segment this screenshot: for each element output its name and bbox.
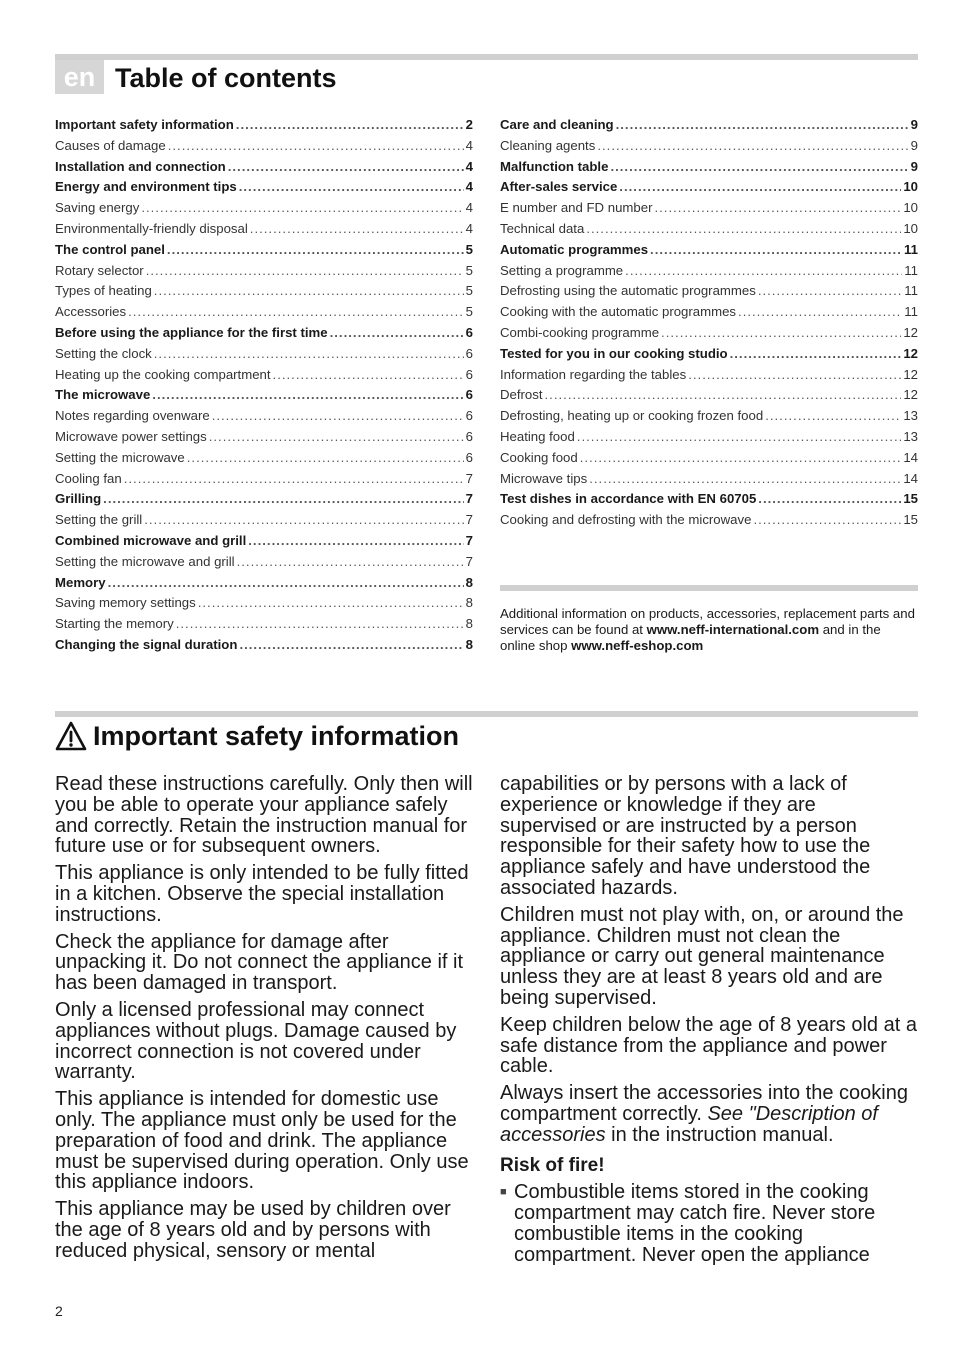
safety-heading bbox=[55, 719, 459, 753]
safety-left-column bbox=[55, 774, 473, 1268]
toc-entry-page: 9 bbox=[910, 158, 918, 174]
toc-entry-label: Care and cleaning bbox=[500, 117, 614, 132]
info-text-2: and in the online shop bbox=[500, 622, 881, 653]
toc-entry-label: Environmentally-friendly disposal bbox=[55, 220, 248, 236]
safety-paragraph: Children must not play with, on, or around the appliance. Children must not clean the appliance or carry out general maintenance unless they are at least 8 years old and are being supervised. bbox=[500, 903, 904, 1009]
toc-leader-dots bbox=[248, 531, 463, 552]
toc-leader-dots bbox=[688, 365, 901, 386]
toc-leader-dots bbox=[580, 448, 902, 469]
toc-entry-label: Accessories bbox=[55, 304, 127, 320]
toc-entry-page: 7 bbox=[465, 532, 473, 548]
toc-entry[interactable] bbox=[55, 219, 473, 240]
toc-entry-label: After-sales service bbox=[500, 179, 618, 195]
toc-entry[interactable] bbox=[500, 448, 918, 469]
toc-entry[interactable] bbox=[500, 406, 918, 427]
toc-leader-dots bbox=[273, 365, 464, 386]
accessories-text-1: Always insert the accessories into the cooking compartment correctly. bbox=[500, 1082, 908, 1125]
safety-divider bbox=[55, 711, 918, 717]
toc-entry[interactable] bbox=[55, 385, 473, 406]
toc-entry[interactable] bbox=[55, 261, 473, 282]
toc-entry-page: 5 bbox=[465, 262, 473, 278]
toc-leader-dots bbox=[610, 157, 908, 178]
toc-entry-label: Heating food bbox=[500, 428, 575, 444]
toc-entry-page: 5 bbox=[465, 241, 473, 257]
risk-of-fire-heading: Risk of fire! bbox=[500, 1154, 605, 1176]
toc-leader-dots bbox=[168, 136, 464, 157]
safety-paragraph: Only a licensed professional may connect appliances without plugs. Damage caused by incorrect connection is not covered under warranty. bbox=[55, 998, 457, 1084]
toc-leader-dots bbox=[198, 593, 464, 614]
toc-entry[interactable] bbox=[500, 302, 918, 323]
toc-entry[interactable] bbox=[500, 469, 918, 490]
toc-entry-page: 12 bbox=[903, 324, 918, 340]
toc-entry-page: 10 bbox=[903, 179, 918, 195]
toc-entry[interactable] bbox=[55, 198, 473, 219]
toc-leader-dots bbox=[239, 635, 463, 656]
toc-entry-label: Changing the signal duration bbox=[55, 636, 238, 652]
toc-entry-page: 6 bbox=[465, 428, 473, 444]
toc-leader-dots bbox=[616, 115, 909, 136]
toc-leader-dots bbox=[654, 198, 901, 219]
toc-entry-page: 11 bbox=[904, 241, 918, 257]
toc-entry[interactable] bbox=[500, 323, 918, 344]
toc-entry-page: 11 bbox=[904, 283, 918, 299]
toc-entry[interactable] bbox=[55, 344, 473, 365]
toc-entry[interactable] bbox=[55, 531, 473, 552]
toc-leader-dots bbox=[128, 302, 464, 323]
page-number: 2 bbox=[55, 1303, 63, 1319]
toc-entry-page: 8 bbox=[465, 574, 473, 590]
info-link-eshop[interactable]: www.neff-eshop.com bbox=[571, 638, 704, 653]
toc-leader-dots bbox=[152, 385, 463, 406]
toc-entry-label: Setting the clock bbox=[55, 345, 152, 361]
toc-entry-page: 4 bbox=[465, 137, 473, 153]
toc-leader-dots bbox=[577, 427, 902, 448]
toc-entry-label: Starting the memory bbox=[55, 616, 174, 632]
toc-leader-dots bbox=[176, 614, 464, 635]
toc-entry-label: Energy and environment tips bbox=[55, 179, 237, 195]
toc-entry-label: Cooking food bbox=[500, 449, 578, 465]
accessories-text-2: in the instruction manual. bbox=[605, 1123, 834, 1146]
toc-entry-label: Heating up the cooking compartment bbox=[55, 366, 271, 382]
toc-entry[interactable] bbox=[500, 198, 918, 219]
toc-leader-dots bbox=[187, 448, 464, 469]
toc-entry-label: Tested for you in our cooking studio bbox=[500, 345, 728, 361]
toc-entry-page: 6 bbox=[465, 387, 473, 403]
toc-leader-dots bbox=[250, 219, 464, 240]
toc-entry-page: 14 bbox=[903, 470, 918, 486]
toc-entry-label: Memory bbox=[55, 574, 106, 590]
toc-entry-page: 15 bbox=[903, 491, 918, 507]
toc-entry-label: Important safety information bbox=[55, 117, 234, 132]
safety-paragraph: Read these instructions carefully. Only then will you be able to operate your appliance safely and correctly. Retain the instruction manual for future use or for subsequent owners. bbox=[55, 773, 473, 858]
toc-entry[interactable] bbox=[55, 573, 473, 594]
accessories-paragraph bbox=[500, 1083, 918, 1145]
toc-entry-page: 12 bbox=[903, 366, 918, 382]
toc-entry-label: The microwave bbox=[55, 387, 151, 403]
toc-entry-page: 8 bbox=[465, 616, 473, 632]
info-divider bbox=[500, 585, 918, 591]
toc-leader-dots bbox=[108, 573, 464, 594]
toc-leader-dots bbox=[124, 469, 464, 490]
toc-leader-dots bbox=[228, 157, 464, 178]
toc-entry[interactable] bbox=[55, 281, 473, 302]
safety-paragraph: capabilities or by persons with a lack of experience or knowledge if they are supervised or are instructed by a person responsible for their safety how to use the appliance safely and have understood the associated hazards. bbox=[500, 773, 871, 899]
toc-entry-page: 10 bbox=[903, 200, 918, 216]
toc-entry[interactable] bbox=[500, 240, 918, 261]
toc-entry-page: 13 bbox=[903, 408, 918, 424]
toc-entry[interactable] bbox=[55, 635, 473, 656]
toc-entry[interactable] bbox=[500, 261, 918, 282]
toc-leader-dots bbox=[167, 240, 464, 261]
toc-entry-label: Malfunction table bbox=[500, 158, 609, 174]
toc-entry-page: 11 bbox=[904, 304, 918, 320]
toc-entry-label: Setting the grill bbox=[55, 512, 143, 528]
language-badge: en bbox=[55, 60, 104, 94]
toc-entry[interactable] bbox=[55, 157, 473, 178]
toc-entry[interactable] bbox=[55, 365, 473, 386]
toc-entry[interactable] bbox=[55, 469, 473, 490]
toc-entry-page: 5 bbox=[465, 304, 473, 320]
toc-entry-label: Technical data bbox=[500, 220, 585, 236]
toc-leader-dots bbox=[589, 469, 901, 490]
toc-entry[interactable] bbox=[500, 510, 918, 531]
toc-leader-dots bbox=[765, 406, 901, 427]
toc-entry[interactable] bbox=[500, 115, 918, 136]
toc-leader-dots bbox=[661, 323, 901, 344]
toc-entry-label: E number and FD number bbox=[500, 200, 653, 216]
toc-entry[interactable] bbox=[500, 365, 918, 386]
toc-leader-dots bbox=[545, 385, 902, 406]
toc-entry[interactable] bbox=[500, 344, 918, 365]
toc-entry[interactable] bbox=[55, 427, 473, 448]
toc-leader-dots bbox=[154, 344, 464, 365]
safety-right-column bbox=[500, 774, 918, 1266]
toc-entry[interactable] bbox=[500, 157, 918, 178]
toc-entry-page: 2 bbox=[465, 117, 473, 132]
safety-paragraph: This appliance is intended for domestic use only. The appliance must only be used for the preparation of food and drink. The appliance must be supervised during operation. Only use this appliance indoors. bbox=[55, 1088, 469, 1194]
toc-entry-page: 6 bbox=[465, 324, 473, 340]
toc-entry-label: Cooling fan bbox=[55, 470, 122, 486]
toc-entry-label: Installation and connection bbox=[55, 158, 226, 174]
toc-entry-label: Defrosting using the automatic programmes bbox=[500, 283, 756, 299]
toc-entry-label: Microwave tips bbox=[500, 470, 588, 486]
toc-entry-page: 9 bbox=[910, 117, 918, 132]
safety-paragraph: Check the appliance for damage after unpacking it. Do not connect the appliance if it has been damaged in transport. bbox=[55, 930, 464, 995]
toc-entry-label: Setting the microwave and grill bbox=[55, 553, 235, 569]
toc-entry-page: 8 bbox=[465, 636, 473, 652]
toc-entry-label: Microwave power settings bbox=[55, 428, 207, 444]
toc-entry-page: 6 bbox=[465, 408, 473, 424]
accessories-reference: See "Description of accessories bbox=[500, 1102, 878, 1146]
toc-entry-label: Cleaning agents bbox=[500, 137, 596, 153]
toc-entry-page: 7 bbox=[465, 512, 473, 528]
toc-entry-label: Grilling bbox=[55, 491, 102, 507]
toc-entry-page: 12 bbox=[903, 345, 918, 361]
info-link-international[interactable]: www.neff-international.com bbox=[646, 622, 820, 637]
toc-entry[interactable] bbox=[55, 136, 473, 157]
safety-heading-text: Important safety information bbox=[93, 721, 460, 751]
toc-entry-label: Combi-cooking programme bbox=[500, 324, 660, 340]
toc-leader-dots bbox=[597, 136, 908, 157]
toc-entry[interactable] bbox=[500, 219, 918, 240]
toc-entry[interactable] bbox=[55, 177, 473, 198]
info-text-1: Additional information on products, accessories, replacement parts and services can be found at bbox=[500, 606, 915, 637]
toc-entry-page: 6 bbox=[465, 449, 473, 465]
toc-entry[interactable] bbox=[55, 406, 473, 427]
toc-entry-page: 14 bbox=[903, 449, 918, 465]
toc-leader-dots bbox=[619, 177, 901, 198]
toc-entry-label: The control panel bbox=[55, 241, 165, 257]
toc-entry-page: 11 bbox=[904, 262, 918, 278]
toc-entry-label: Before using the appliance for the first time bbox=[55, 324, 328, 340]
toc-entry-label: Rotary selector bbox=[55, 262, 144, 278]
toc-entry-label: Notes regarding ovenware bbox=[55, 408, 210, 424]
toc-entry-label: Types of heating bbox=[55, 283, 152, 299]
toc-leader-dots bbox=[209, 427, 464, 448]
toc-entry-page: 13 bbox=[903, 428, 918, 444]
toc-entry[interactable] bbox=[55, 614, 473, 635]
toc-leader-dots bbox=[650, 240, 902, 261]
toc-leader-dots bbox=[237, 552, 464, 573]
toc-entry[interactable] bbox=[55, 552, 473, 573]
toc-entry[interactable] bbox=[55, 593, 473, 614]
risk-bullet-text: Combustible items stored in the cooking compartment may catch fire. Never store combustible items in the cooking compartment. Never open the appliance bbox=[514, 1181, 876, 1266]
safety-paragraph: This appliance may be used by children over the age of 8 years old and by persons with reduced physical, sensory or mental bbox=[55, 1198, 451, 1262]
toc-entry[interactable] bbox=[55, 115, 473, 136]
toc-entry-page: 10 bbox=[903, 220, 918, 236]
toc-leader-dots bbox=[141, 198, 463, 219]
toc-entry-label: Saving energy bbox=[55, 200, 140, 216]
toc-entry-label: Setting a programme bbox=[500, 262, 624, 278]
toc-entry-page: 7 bbox=[465, 491, 473, 507]
toc-leader-dots bbox=[730, 344, 902, 365]
toc-entry-page: 7 bbox=[465, 470, 473, 486]
toc-leader-dots bbox=[236, 115, 464, 136]
toc-entry-page: 5 bbox=[465, 283, 473, 299]
toc-leader-dots bbox=[758, 489, 901, 510]
toc-entry[interactable] bbox=[500, 177, 918, 198]
toc-entry[interactable] bbox=[55, 489, 473, 510]
toc-entry-page: 6 bbox=[465, 366, 473, 382]
toc-entry-page: 15 bbox=[903, 512, 918, 528]
toc-entry[interactable] bbox=[55, 448, 473, 469]
top-divider bbox=[55, 54, 918, 60]
toc-leader-dots bbox=[625, 261, 902, 282]
toc-leader-dots bbox=[154, 281, 464, 302]
toc-entry-label: Defrost bbox=[500, 387, 543, 403]
risk-bullet-item bbox=[500, 1182, 918, 1265]
safety-paragraph: Keep children below the age of 8 years old at a safe distance from the appliance and power cable. bbox=[500, 1013, 917, 1078]
toc-leader-dots bbox=[586, 219, 901, 240]
toc-leader-dots bbox=[330, 323, 464, 344]
toc-entry-page: 4 bbox=[465, 179, 473, 195]
toc-entry-page: 9 bbox=[910, 137, 918, 153]
safety-paragraph: This appliance is only intended to be fully fitted in a kitchen. Observe the special installation instructions. bbox=[55, 862, 469, 926]
toc-entry-page: 4 bbox=[465, 220, 473, 236]
toc-leader-dots bbox=[753, 510, 901, 531]
toc-entry[interactable] bbox=[500, 281, 918, 302]
toc-entry[interactable] bbox=[500, 427, 918, 448]
toc-entry[interactable] bbox=[55, 510, 473, 531]
toc-entry-label: Information regarding the tables bbox=[500, 366, 687, 382]
toc-entry[interactable] bbox=[55, 240, 473, 261]
toc-entry[interactable] bbox=[500, 136, 918, 157]
toc-leader-dots bbox=[146, 261, 464, 282]
toc-entry-label: Automatic programmes bbox=[500, 241, 649, 257]
toc-leader-dots bbox=[738, 302, 902, 323]
toc-entry-label: Cooking with the automatic programmes bbox=[500, 304, 737, 320]
toc-entry-label: Test dishes in accordance with EN 60705 bbox=[500, 491, 757, 507]
toc-leader-dots bbox=[212, 406, 464, 427]
toc-entry-label: Setting the microwave bbox=[55, 449, 185, 465]
toc-entry-page: 7 bbox=[465, 553, 473, 569]
bullet-square-icon: ■ bbox=[500, 1186, 507, 1199]
toc-right-column bbox=[500, 115, 918, 531]
toc-leader-dots bbox=[144, 510, 463, 531]
toc-entry-label: Cooking and defrosting with the microwave bbox=[500, 512, 752, 528]
toc-entry[interactable] bbox=[500, 489, 918, 510]
toc-entry-page: 6 bbox=[465, 345, 473, 361]
warning-triangle-icon bbox=[55, 721, 87, 751]
toc-entry-page: 4 bbox=[465, 200, 473, 216]
toc-entry-label: Causes of damage bbox=[55, 137, 166, 153]
toc-leader-dots bbox=[758, 281, 902, 302]
toc-leader-dots bbox=[103, 489, 464, 510]
toc-entry-label: Defrosting, heating up or cooking frozen food bbox=[500, 408, 764, 424]
toc-leader-dots bbox=[239, 177, 464, 198]
toc-entry[interactable] bbox=[55, 302, 473, 323]
toc-entry[interactable] bbox=[500, 385, 918, 406]
toc-entry-page: 12 bbox=[903, 387, 918, 403]
toc-left-column bbox=[55, 115, 473, 656]
toc-entry-label: Saving memory settings bbox=[55, 595, 196, 611]
toc-entry-page: 8 bbox=[465, 595, 473, 611]
toc-entry-page: 4 bbox=[465, 158, 473, 174]
safety-right-paragraphs bbox=[500, 774, 918, 1077]
toc-entry[interactable] bbox=[55, 323, 473, 344]
toc-entry-label: Combined microwave and grill bbox=[55, 532, 247, 548]
additional-info bbox=[500, 606, 918, 654]
toc-title: Table of contents bbox=[115, 63, 337, 93]
